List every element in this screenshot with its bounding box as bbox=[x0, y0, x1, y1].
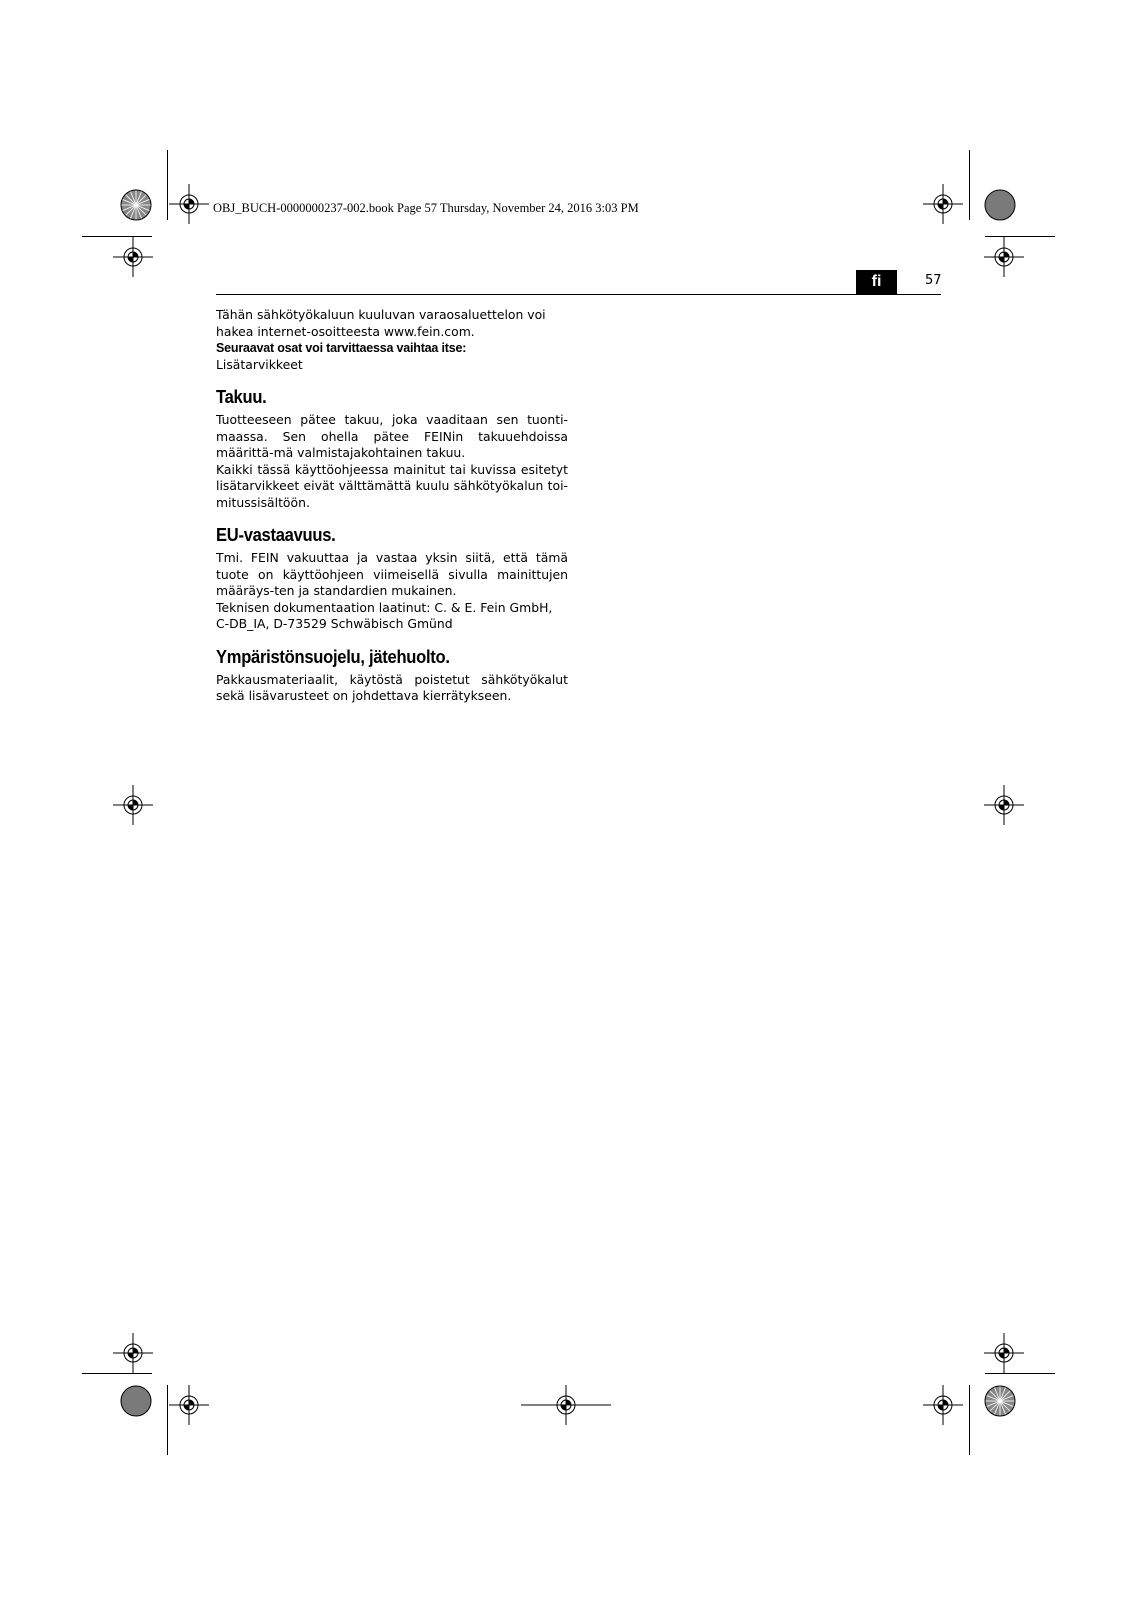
language-badge: fi bbox=[856, 270, 897, 294]
text-column bbox=[216, 307, 568, 705]
crosshair-icon bbox=[113, 785, 153, 825]
warranty-paragraph-2: Kaikki tässä käyttöohjeessa mainitut tai kuvissa esitetyt lisätarvikkeet eivät välttämättä kuulu sähkötyökalun toi-mitussisältöön. bbox=[216, 461, 568, 510]
crosshair-icon bbox=[169, 184, 209, 224]
header-rule bbox=[216, 294, 941, 295]
section-heading-environment: Ympäristönsuojelu, jätehuolto. bbox=[216, 646, 450, 667]
gray-target-icon bbox=[984, 189, 1016, 221]
section-heading-eu-conformity: EU-vastaavuus. bbox=[216, 525, 336, 545]
print-file-info: OBJ_BUCH-0000000237-002.book Page 57 Thursday, November 24, 2016 3:03 PM bbox=[213, 201, 639, 215]
crosshair-icon bbox=[984, 237, 1024, 277]
eu-conformity-paragraph-1: Tmi. FEIN vakuuttaa ja vastaa yksin siitä, että tämä tuote on käyttöohjeen viimeisellä sivulla mainittujen määräys-ten ja standardien mukainen. bbox=[216, 550, 568, 598]
intro-line-2: hakea internet-osoitteesta www.fein.com. bbox=[216, 323, 475, 339]
crosshair-icon bbox=[923, 184, 963, 224]
crosshair-icon bbox=[984, 785, 1024, 825]
page-number: 57 bbox=[925, 273, 942, 288]
replaceable-parts-heading: Seuraavat osat voi tarvittaessa vaihtaa itse: bbox=[216, 341, 467, 355]
eu-conformity-paragraph-2: Teknisen dokumentaation laatinut: C. & E. Fein GmbH, C-DB_IA, D-73529 Schwäbisch Gmünd bbox=[216, 599, 553, 631]
crosshair-icon bbox=[113, 1333, 153, 1373]
section-heading-warranty: Takuu. bbox=[216, 387, 267, 407]
crosshair-icon bbox=[113, 237, 153, 277]
starburst-target-icon bbox=[984, 1385, 1016, 1417]
crosshair-icon bbox=[923, 1385, 963, 1425]
gray-target-icon bbox=[120, 1385, 152, 1417]
crosshair-icon bbox=[546, 1385, 586, 1425]
starburst-target-icon bbox=[120, 189, 152, 221]
intro-line-4: Lisätarvikkeet bbox=[216, 356, 303, 372]
warranty-paragraph-1: Tuotteeseen pätee takuu, joka vaaditaan sen tuonti-maassa. Sen ohella pätee FEINin takuuehdoissa määrittä-mä valmistajakohtainen takuu. bbox=[216, 412, 568, 460]
environment-paragraph-1: Pakkausmateriaalit, käytöstä poistetut sähkötyökalut sekä lisävarusteet on johdettava kierrätykseen. bbox=[216, 671, 568, 703]
crosshair-icon bbox=[169, 1385, 209, 1425]
intro-line-1: Tähän sähkötyökaluun kuuluvan varaosaluettelon voi bbox=[216, 307, 546, 322]
crosshair-icon bbox=[984, 1333, 1024, 1373]
